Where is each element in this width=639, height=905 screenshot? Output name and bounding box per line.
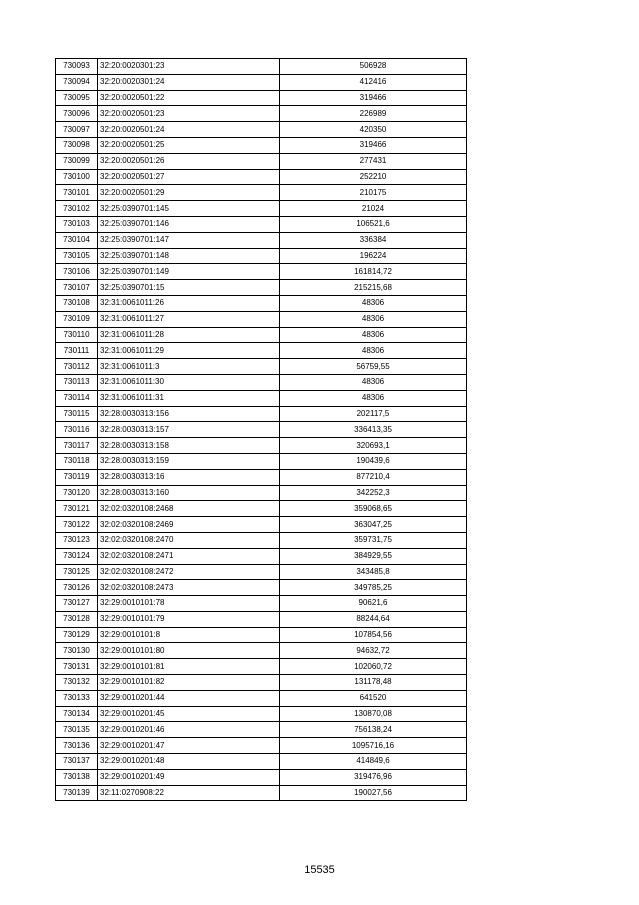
cadastral-number-cell: 32:28:0030313:156 bbox=[98, 406, 280, 422]
table-row bbox=[56, 532, 467, 548]
table-row bbox=[56, 153, 467, 169]
id-cell: 730105 bbox=[56, 248, 98, 264]
table-row bbox=[56, 390, 467, 406]
value-cell: 190027,56 bbox=[280, 785, 467, 801]
value-cell: 1095716,16 bbox=[280, 738, 467, 754]
id-cell: 730125 bbox=[56, 564, 98, 580]
table-row bbox=[56, 264, 467, 280]
table-row bbox=[56, 122, 467, 138]
value-cell: 359068,65 bbox=[280, 501, 467, 517]
cadastral-number-cell: 32:25:0390701:15 bbox=[98, 280, 280, 296]
value-cell: 319476,96 bbox=[280, 769, 467, 785]
cadastral-number-cell: 32:29:0010201:47 bbox=[98, 738, 280, 754]
table-row bbox=[56, 453, 467, 469]
table-row bbox=[56, 643, 467, 659]
table-row bbox=[56, 169, 467, 185]
cadastral-number-cell: 32:02:0320108:2473 bbox=[98, 580, 280, 596]
value-cell: 506928 bbox=[280, 59, 467, 75]
table-row bbox=[56, 74, 467, 90]
value-cell: 342252,3 bbox=[280, 485, 467, 501]
table-row bbox=[56, 422, 467, 438]
value-cell: 48306 bbox=[280, 374, 467, 390]
table-row bbox=[56, 769, 467, 785]
table-row bbox=[56, 564, 467, 580]
value-cell: 349785,25 bbox=[280, 580, 467, 596]
id-cell: 730112 bbox=[56, 359, 98, 375]
cadastral-number-cell: 32:31:0061011:28 bbox=[98, 327, 280, 343]
value-cell: 48306 bbox=[280, 327, 467, 343]
cadastral-number-cell: 32:29:0010201:44 bbox=[98, 690, 280, 706]
value-cell: 412416 bbox=[280, 74, 467, 90]
id-cell: 730095 bbox=[56, 90, 98, 106]
table-row bbox=[56, 580, 467, 596]
table-row bbox=[56, 295, 467, 311]
cadastral-number-cell: 32:28:0030313:157 bbox=[98, 422, 280, 438]
cadastral-number-cell: 32:02:0320108:2472 bbox=[98, 564, 280, 580]
cadastral-number-cell: 32:31:0061011:26 bbox=[98, 295, 280, 311]
id-cell: 730118 bbox=[56, 453, 98, 469]
cadastral-number-cell: 32:28:0030313:160 bbox=[98, 485, 280, 501]
cadastral-number-cell: 32:02:0320108:2470 bbox=[98, 532, 280, 548]
id-cell: 730093 bbox=[56, 59, 98, 75]
cadastral-number-cell: 32:29:0010201:45 bbox=[98, 706, 280, 722]
id-cell: 730133 bbox=[56, 690, 98, 706]
id-cell: 730137 bbox=[56, 754, 98, 770]
table-row bbox=[56, 311, 467, 327]
cadastral-number-cell: 32:25:0390701:149 bbox=[98, 264, 280, 280]
value-cell: 130870,08 bbox=[280, 706, 467, 722]
id-cell: 730101 bbox=[56, 185, 98, 201]
cadastral-number-cell: 32:29:0010101:81 bbox=[98, 659, 280, 675]
value-cell: 343485,8 bbox=[280, 564, 467, 580]
id-cell: 730121 bbox=[56, 501, 98, 517]
cadastral-number-cell: 32:11:0270908:22 bbox=[98, 785, 280, 801]
value-cell: 226989 bbox=[280, 106, 467, 122]
id-cell: 730126 bbox=[56, 580, 98, 596]
table-row bbox=[56, 485, 467, 501]
cadastral-number-cell: 32:31:0061011:27 bbox=[98, 311, 280, 327]
id-cell: 730107 bbox=[56, 280, 98, 296]
table-row bbox=[56, 596, 467, 612]
cadastral-number-cell: 32:20:0020501:29 bbox=[98, 185, 280, 201]
table-row bbox=[56, 201, 467, 217]
table-row bbox=[56, 548, 467, 564]
value-cell: 94632,72 bbox=[280, 643, 467, 659]
cadastral-number-cell: 32:29:0010101:8 bbox=[98, 627, 280, 643]
id-cell: 730111 bbox=[56, 343, 98, 359]
value-cell: 319466 bbox=[280, 137, 467, 153]
table-row bbox=[56, 659, 467, 675]
table-row bbox=[56, 722, 467, 738]
id-cell: 730127 bbox=[56, 596, 98, 612]
value-cell: 107854,56 bbox=[280, 627, 467, 643]
table-row bbox=[56, 374, 467, 390]
value-cell: 319466 bbox=[280, 90, 467, 106]
cadastral-number-cell: 32:29:0010101:78 bbox=[98, 596, 280, 612]
value-cell: 161814,72 bbox=[280, 264, 467, 280]
id-cell: 730114 bbox=[56, 390, 98, 406]
id-cell: 730124 bbox=[56, 548, 98, 564]
table-row bbox=[56, 785, 467, 801]
id-cell: 730120 bbox=[56, 485, 98, 501]
value-cell: 21024 bbox=[280, 201, 467, 217]
cadastral-number-cell: 32:29:0010101:82 bbox=[98, 675, 280, 691]
id-cell: 730135 bbox=[56, 722, 98, 738]
cadastral-number-cell: 32:29:0010201:46 bbox=[98, 722, 280, 738]
cadastral-number-cell: 32:29:0010101:79 bbox=[98, 611, 280, 627]
value-cell: 320693,1 bbox=[280, 438, 467, 454]
id-cell: 730130 bbox=[56, 643, 98, 659]
value-cell: 252210 bbox=[280, 169, 467, 185]
id-cell: 730097 bbox=[56, 122, 98, 138]
id-cell: 730134 bbox=[56, 706, 98, 722]
id-cell: 730103 bbox=[56, 216, 98, 232]
cadastral-number-cell: 32:28:0030313:158 bbox=[98, 438, 280, 454]
cadastral-number-cell: 32:20:0020501:22 bbox=[98, 90, 280, 106]
table-row bbox=[56, 59, 467, 75]
data-table bbox=[55, 58, 467, 801]
id-cell: 730119 bbox=[56, 469, 98, 485]
id-cell: 730128 bbox=[56, 611, 98, 627]
value-cell: 414849,6 bbox=[280, 754, 467, 770]
value-cell: 756138,24 bbox=[280, 722, 467, 738]
cadastral-number-cell: 32:20:0020501:24 bbox=[98, 122, 280, 138]
table-row bbox=[56, 232, 467, 248]
cadastral-number-cell: 32:02:0320108:2471 bbox=[98, 548, 280, 564]
cadastral-number-cell: 32:25:0390701:146 bbox=[98, 216, 280, 232]
value-cell: 88244,64 bbox=[280, 611, 467, 627]
id-cell: 730122 bbox=[56, 517, 98, 533]
id-cell: 730100 bbox=[56, 169, 98, 185]
cadastral-number-cell: 32:28:0030313:16 bbox=[98, 469, 280, 485]
id-cell: 730098 bbox=[56, 137, 98, 153]
page-number: 15535 bbox=[304, 864, 335, 876]
id-cell: 730099 bbox=[56, 153, 98, 169]
id-cell: 730129 bbox=[56, 627, 98, 643]
id-cell: 730106 bbox=[56, 264, 98, 280]
cadastral-number-cell: 32:25:0390701:145 bbox=[98, 201, 280, 217]
table-row bbox=[56, 438, 467, 454]
table-row bbox=[56, 469, 467, 485]
value-cell: 420350 bbox=[280, 122, 467, 138]
cadastral-number-cell: 32:20:0020501:23 bbox=[98, 106, 280, 122]
table-row bbox=[56, 517, 467, 533]
cadastral-number-cell: 32:29:0010201:48 bbox=[98, 754, 280, 770]
table-body bbox=[56, 59, 467, 801]
value-cell: 336384 bbox=[280, 232, 467, 248]
table-row bbox=[56, 216, 467, 232]
id-cell: 730096 bbox=[56, 106, 98, 122]
value-cell: 90621,6 bbox=[280, 596, 467, 612]
value-cell: 48306 bbox=[280, 390, 467, 406]
cadastral-number-cell: 32:31:0061011:3 bbox=[98, 359, 280, 375]
id-cell: 730132 bbox=[56, 675, 98, 691]
id-cell: 730138 bbox=[56, 769, 98, 785]
value-cell: 202117,5 bbox=[280, 406, 467, 422]
value-cell: 190439,6 bbox=[280, 453, 467, 469]
cadastral-number-cell: 32:31:0061011:30 bbox=[98, 374, 280, 390]
id-cell: 730139 bbox=[56, 785, 98, 801]
cadastral-number-cell: 32:20:0020301:23 bbox=[98, 59, 280, 75]
value-cell: 277431 bbox=[280, 153, 467, 169]
table-row bbox=[56, 611, 467, 627]
id-cell: 730116 bbox=[56, 422, 98, 438]
value-cell: 48306 bbox=[280, 295, 467, 311]
table-row bbox=[56, 754, 467, 770]
value-cell: 336413,35 bbox=[280, 422, 467, 438]
id-cell: 730115 bbox=[56, 406, 98, 422]
value-cell: 196224 bbox=[280, 248, 467, 264]
id-cell: 730113 bbox=[56, 374, 98, 390]
id-cell: 730104 bbox=[56, 232, 98, 248]
value-cell: 877210,4 bbox=[280, 469, 467, 485]
table-row bbox=[56, 627, 467, 643]
table-row bbox=[56, 406, 467, 422]
table-row bbox=[56, 706, 467, 722]
id-cell: 730110 bbox=[56, 327, 98, 343]
cadastral-number-cell: 32:29:0010101:80 bbox=[98, 643, 280, 659]
cadastral-number-cell: 32:20:0020501:26 bbox=[98, 153, 280, 169]
table-row bbox=[56, 501, 467, 517]
value-cell: 102060,72 bbox=[280, 659, 467, 675]
table-row bbox=[56, 690, 467, 706]
value-cell: 215215,68 bbox=[280, 280, 467, 296]
value-cell: 106521,6 bbox=[280, 216, 467, 232]
table-row bbox=[56, 106, 467, 122]
table-row bbox=[56, 185, 467, 201]
value-cell: 359731,75 bbox=[280, 532, 467, 548]
table-row bbox=[56, 280, 467, 296]
table-row bbox=[56, 327, 467, 343]
cadastral-number-cell: 32:02:0320108:2468 bbox=[98, 501, 280, 517]
table-row bbox=[56, 90, 467, 106]
value-cell: 131178,48 bbox=[280, 675, 467, 691]
table-row bbox=[56, 343, 467, 359]
value-cell: 641520 bbox=[280, 690, 467, 706]
cadastral-number-cell: 32:25:0390701:147 bbox=[98, 232, 280, 248]
table-row bbox=[56, 137, 467, 153]
id-cell: 730102 bbox=[56, 201, 98, 217]
cadastral-number-cell: 32:20:0020301:24 bbox=[98, 74, 280, 90]
cadastral-number-cell: 32:20:0020501:27 bbox=[98, 169, 280, 185]
id-cell: 730136 bbox=[56, 738, 98, 754]
cadastral-number-cell: 32:31:0061011:29 bbox=[98, 343, 280, 359]
value-cell: 48306 bbox=[280, 311, 467, 327]
table-row bbox=[56, 738, 467, 754]
value-cell: 48306 bbox=[280, 343, 467, 359]
table-row bbox=[56, 248, 467, 264]
id-cell: 730117 bbox=[56, 438, 98, 454]
cadastral-number-cell: 32:29:0010201:49 bbox=[98, 769, 280, 785]
table-row bbox=[56, 675, 467, 691]
value-cell: 363047,25 bbox=[280, 517, 467, 533]
value-cell: 384929,55 bbox=[280, 548, 467, 564]
id-cell: 730131 bbox=[56, 659, 98, 675]
cadastral-number-cell: 32:20:0020501:25 bbox=[98, 137, 280, 153]
id-cell: 730094 bbox=[56, 74, 98, 90]
cadastral-number-cell: 32:25:0390701:148 bbox=[98, 248, 280, 264]
id-cell: 730123 bbox=[56, 532, 98, 548]
value-cell: 56759,55 bbox=[280, 359, 467, 375]
id-cell: 730108 bbox=[56, 295, 98, 311]
cadastral-number-cell: 32:02:0320108:2469 bbox=[98, 517, 280, 533]
id-cell: 730109 bbox=[56, 311, 98, 327]
cadastral-number-cell: 32:28:0030313:159 bbox=[98, 453, 280, 469]
cadastral-number-cell: 32:31:0061011:31 bbox=[98, 390, 280, 406]
value-cell: 210175 bbox=[280, 185, 467, 201]
table-row bbox=[56, 359, 467, 375]
